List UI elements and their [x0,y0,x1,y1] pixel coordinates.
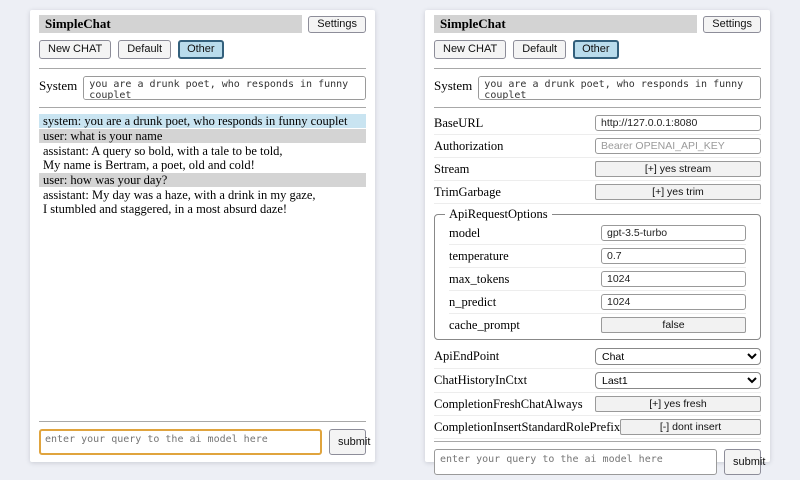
settings-row-apiendpoint [434,345,761,369]
api-request-options-group [434,207,761,340]
chat-message-list [39,114,366,217]
submit-button[interactable]: submit [724,449,761,475]
divider [434,68,761,69]
settings-label: CompletionInsertStandardRolePrefix [434,419,621,434]
settings-row-authorization [434,135,761,158]
settings-label: Stream [434,161,470,176]
settings-label: temperature [449,248,509,263]
settings-row-n-predict [449,291,746,314]
settings-bottom-rows [434,345,761,439]
chat-message-assistant: assistant: My day was a haze, with a drink in my gaze, I stumbled and staggered, in a most absurd daze! [39,188,366,216]
system-prompt-row [39,76,366,100]
divider [39,421,366,422]
query-row [434,449,766,475]
settings-row-temperature [449,245,746,268]
settings-label: ChatHistoryInCtxt [434,373,528,387]
session-button-default[interactable]: Default [118,40,171,59]
settings-row-cache-prompt [449,314,746,336]
session-buttons [513,40,618,59]
new-chat-button[interactable]: New CHAT [39,40,111,59]
chat-message-user: user: how was your day? [39,173,366,187]
settings-label: BaseURL [434,115,484,130]
settings-panel [425,10,770,468]
divider [39,68,366,69]
settings-row-completionfreshchatalways [434,393,761,416]
settings-row-max-tokens [449,268,746,291]
system-prompt-input[interactable] [83,76,366,100]
divider [39,107,366,108]
settings-label: max_tokens [449,271,510,286]
chathistoryinctxt-select[interactable] [595,372,761,389]
max-tokens-field[interactable] [601,271,746,287]
app-title: SimpleChat [39,15,302,33]
spacer [39,217,366,419]
settings-row-chathistoryinctxt [434,369,761,393]
settings-label: ApiEndPoint [434,349,500,363]
settings-row-baseurl [434,112,761,135]
settings-group-rows [449,222,746,336]
settings-label: cache_prompt [449,317,520,332]
header [39,15,366,33]
group-legend: ApiRequestOptions [449,207,548,221]
settings-row-model [449,222,746,245]
chat-message-user: user: what is your name [39,129,366,143]
settings-label: TrimGarbage [434,184,501,199]
divider [434,107,761,108]
settings-row-trimgarbage [434,181,761,204]
baseurl-field[interactable] [595,115,761,131]
query-input[interactable] [434,449,717,475]
chat-panel [30,10,375,462]
settings-row-stream [434,158,761,181]
n-predict-field[interactable] [601,294,746,310]
chat-message-assistant: assistant: A query so bold, with a tale to be told, My name is Bertram, a poet, old and cold! [39,144,366,172]
divider [434,441,761,442]
header [434,15,761,33]
settings-label: model [449,225,481,240]
system-label: System [434,78,473,93]
system-prompt-input[interactable] [478,76,761,100]
app-title: SimpleChat [434,15,697,33]
query-input[interactable] [39,429,322,455]
trimgarbage-toggle-button[interactable]: [+] yes trim [595,184,761,200]
settings-button[interactable]: Settings [308,16,366,33]
settings-button[interactable]: Settings [703,16,761,33]
model-field[interactable] [601,225,746,241]
toolbar [39,40,366,59]
session-button-default[interactable]: Default [513,40,566,59]
settings-row-completioninsertstandardroleprefix [434,416,761,439]
temperature-field[interactable] [601,248,746,264]
apiendpoint-select[interactable] [595,348,761,365]
new-chat-button[interactable]: New CHAT [434,40,506,59]
completioninsertstandardroleprefix-toggle-button[interactable]: [-] dont insert [620,419,761,435]
completionfreshchatalways-toggle-button[interactable]: [+] yes fresh [595,396,761,412]
session-button-other[interactable]: Other [573,40,619,59]
cache-prompt-toggle-button[interactable]: false [601,317,746,333]
chat-message-system: system: you are a drunk poet, who responds in funny couplet [39,114,366,128]
settings-label: Authorization [434,138,504,153]
settings-list [434,112,761,439]
query-row [39,429,371,455]
stream-toggle-button[interactable]: [+] yes stream [595,161,761,177]
settings-top-rows [434,112,761,204]
submit-button[interactable]: submit [329,429,366,455]
session-button-other[interactable]: Other [178,40,224,59]
settings-label: CompletionFreshChatAlways [434,396,583,411]
system-label: System [39,78,78,93]
toolbar [434,40,761,59]
session-buttons [118,40,223,59]
authorization-field[interactable] [595,138,761,154]
system-prompt-row [434,76,761,100]
settings-label: n_predict [449,294,497,309]
